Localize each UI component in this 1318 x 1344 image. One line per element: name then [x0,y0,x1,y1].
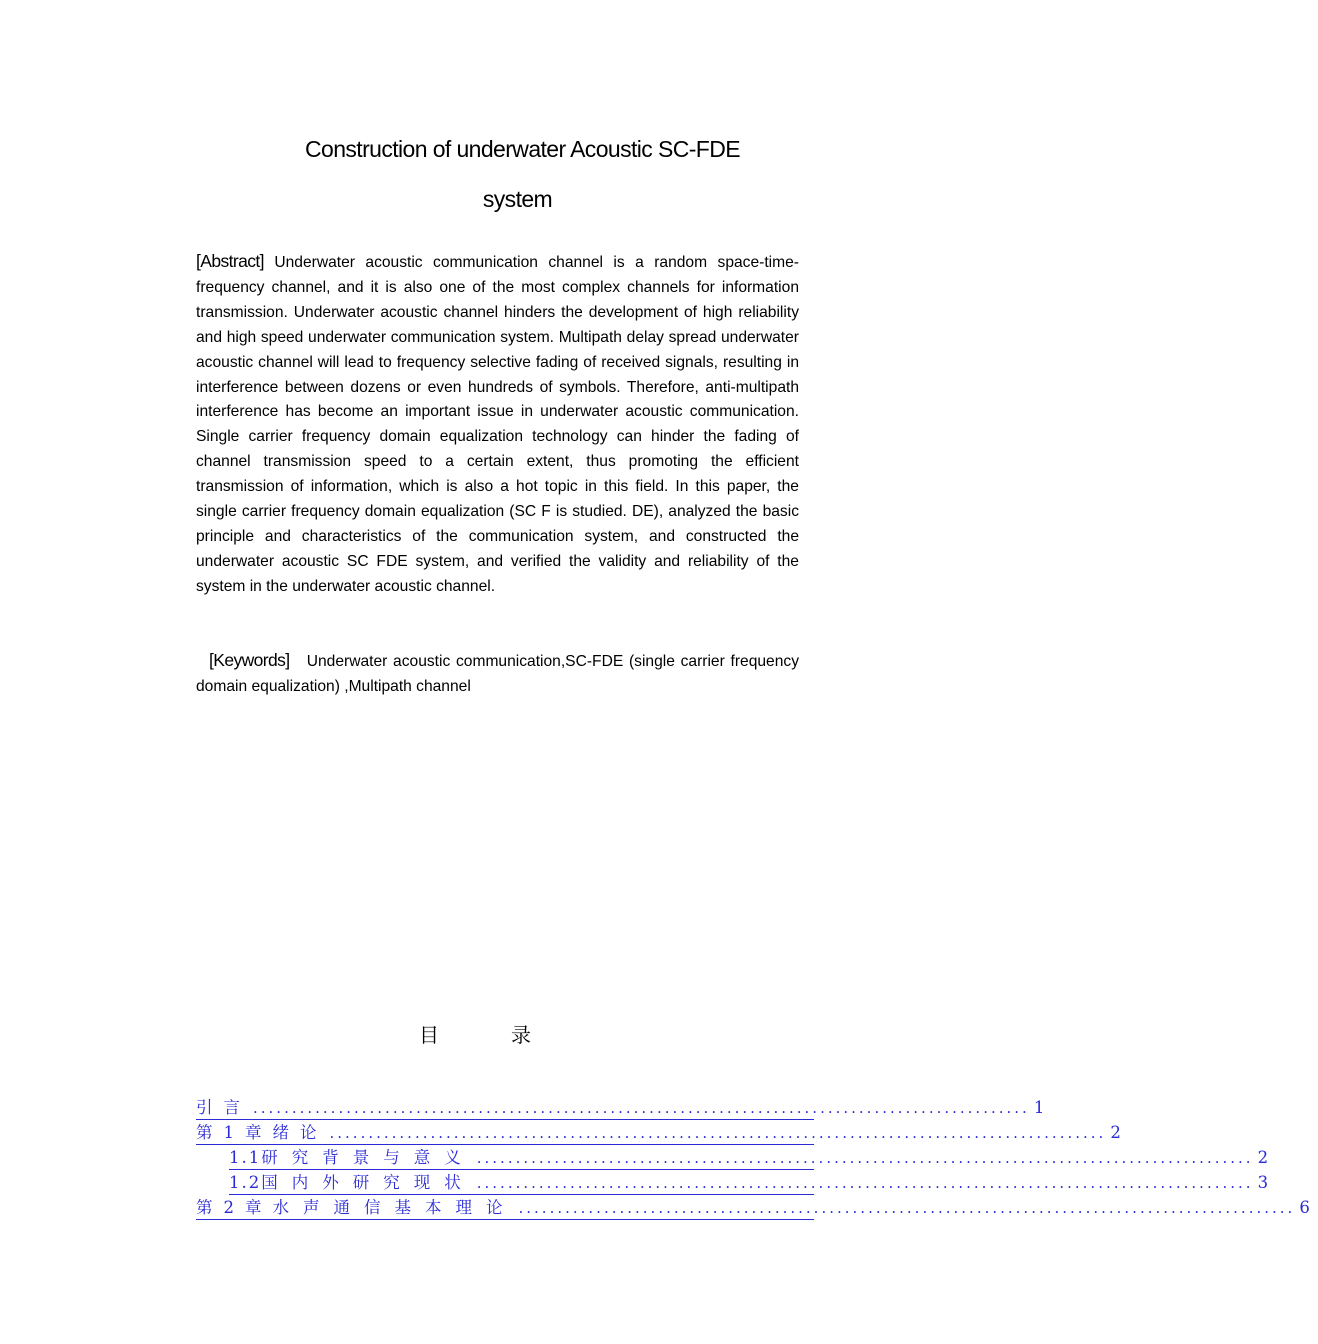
toc-page-number: 6 [1299,1198,1310,1217]
toc-page-number: 2 [1257,1148,1269,1167]
abstract-paragraph [196,249,799,600]
toc-leader-dots: .................................................................................................... [476,1174,1254,1192]
toc-entry-number: 1.2 [229,1173,262,1192]
keywords-label: [Keywords] [209,650,290,670]
toc-entry-number: 第1章 [196,1123,273,1142]
toc-entry-section-1-1[interactable] [229,1145,1269,1170]
toc-leader-dots: .................................................................................................... [476,1149,1254,1167]
abstract-text: Underwater acoustic communication channel is a random space-time-frequency channel, and it is also one of the most complex channels for information transmission. Underwater acoustic channel hinders the development of high reliability and high speed underwater communication system. Multipath delay spread underwater acoustic channel will lead to frequency selective fading of received signals, resulting in interference between dozens or even hundreds of symbols. Therefore, anti-multipath interference has become an important issue in underwater acoustic communication. Single carrier frequency domain equalization technology can hinder the fading of channel transmission speed to a certain extent, thus promoting the efficient transmission of information, which is also a hot topic in this field. In this paper, the single carrier frequency domain equalization (SC F is studied. DE), analyzed the basic principle and characteristics of the communication system, and constructed the underwater acoustic SC FDE system, and verified the validity and reliability of the system in the underwater acoustic channel. [196,254,799,595]
toc-page-number: 3 [1257,1173,1269,1192]
toc-entry-intro[interactable] [196,1095,1045,1120]
toc-entry-number: 第2章 [196,1198,273,1217]
toc-leader-dots: .................................................................................................... [518,1199,1296,1217]
toc-leader-dots: .................................................................................................... [253,1099,1030,1117]
title-line-1: Construction of underwater Acoustic SC-FDE [305,136,740,162]
table-of-contents [196,1095,1310,1220]
toc-entry-text: 研究背景与意义 [261,1148,475,1167]
abstract-label: [Abstract] [196,251,264,271]
toc-entry-number: 1.1 [229,1148,262,1167]
toc-page-number: 1 [1033,1098,1045,1117]
toc-entry-text: 水声通信基本理论 [272,1198,517,1217]
keywords-text: Underwater acoustic communication,SC-FDE (single carrier frequency domain equalization) ,Multipath channel [196,653,799,695]
toc-entry-section-1-2[interactable] [229,1170,1269,1195]
toc-page-number: 2 [1110,1123,1121,1142]
toc-title-char-2: 录 [511,1023,531,1047]
toc-title-char-1: 目 [419,1023,439,1047]
toc-entry-text: 绪论 [272,1123,328,1142]
toc-entry-text: 引言 [196,1098,251,1117]
keywords-paragraph [196,648,799,700]
toc-entry-chapter-2[interactable] [196,1195,1310,1220]
toc-title [0,1019,950,1048]
toc-leader-dots: .................................................................................................... [329,1124,1107,1142]
toc-entry-text: 国内外研究现状 [261,1173,475,1192]
title-line-2: system [482,186,553,212]
toc-entry-chapter-1[interactable] [196,1120,1121,1145]
